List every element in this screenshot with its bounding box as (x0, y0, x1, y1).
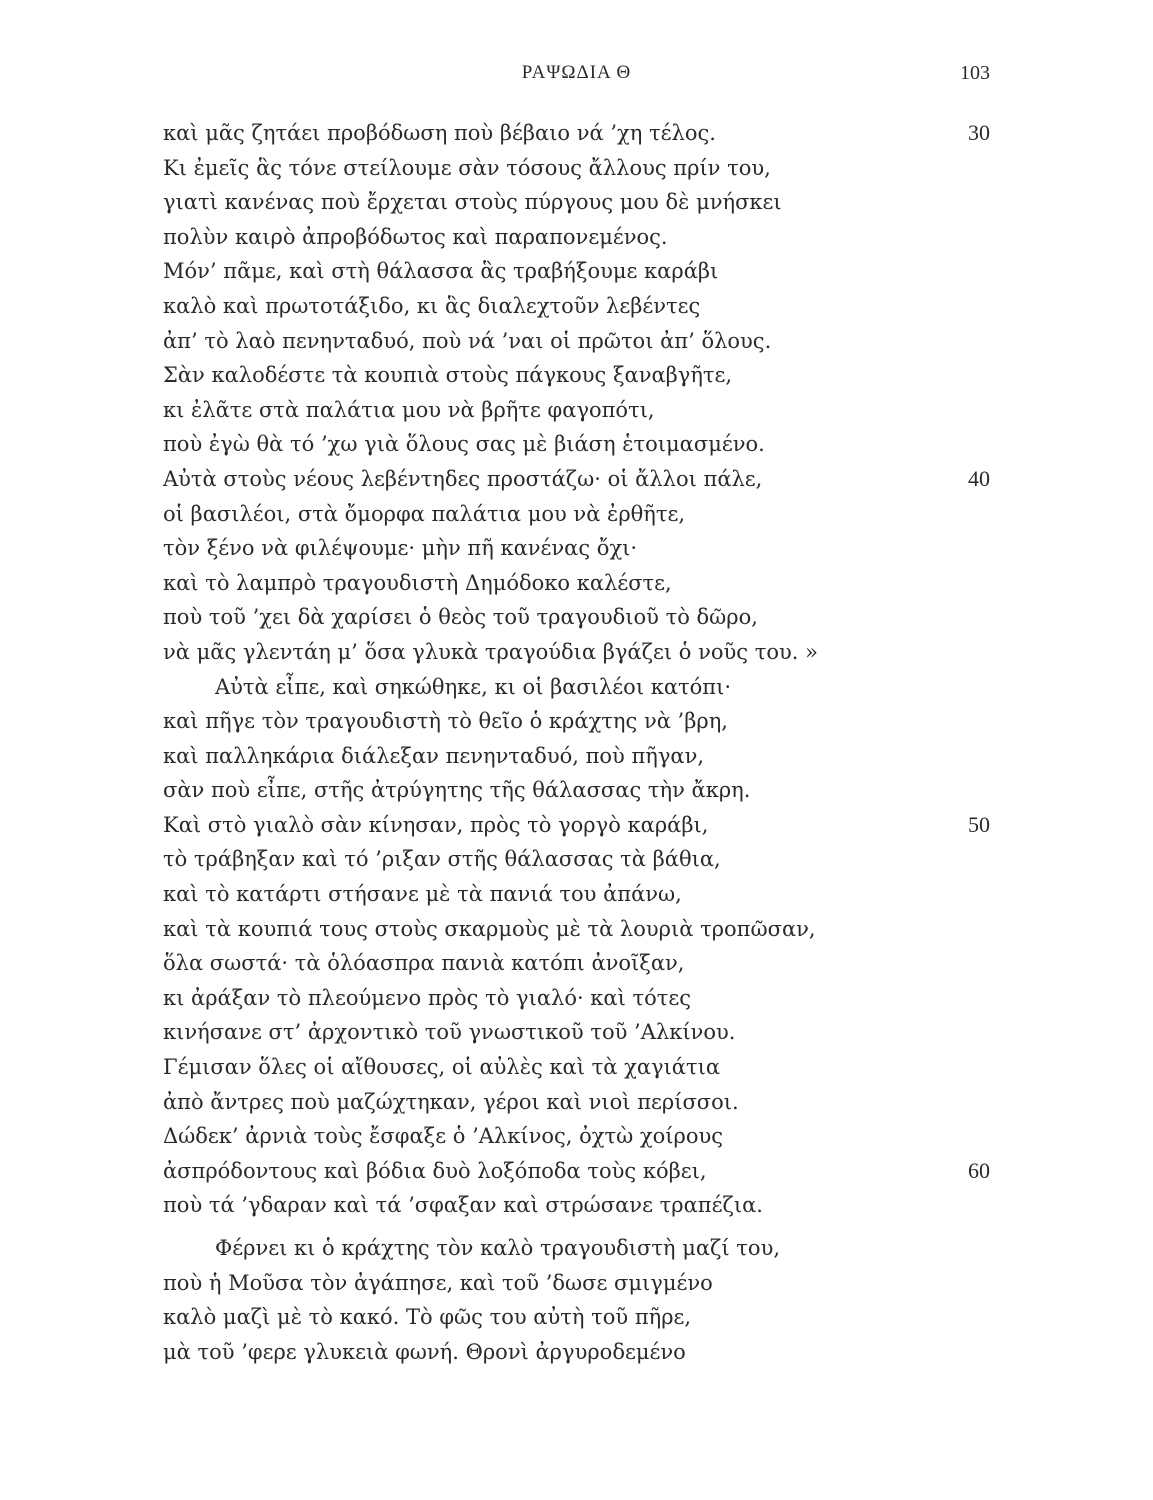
verse-line (163, 1188, 990, 1223)
verse-line-text: μὰ τοῦ ’φερε γλυκειὰ φωνή. Θρονὶ ἀργυροδεμένο (163, 1339, 686, 1364)
verse-line (163, 1085, 990, 1120)
verse-line (163, 635, 990, 670)
verse-line-text: πολὺν καιρὸ ἀπροβόδωτος καὶ παραπονεμένος. (163, 224, 668, 249)
verse-line-text: ἀπ’ τὸ λαὸ πενηνταδυό, ποὺ νά ’ναι οἱ πρῶτοι ἀπ’ ὅλους. (163, 328, 772, 353)
verse-line (163, 704, 990, 739)
verse-line-text: Κι ἐμεῖς ἃς τόνε στείλουμε σὰν τόσους ἄλλους πρίν του, (163, 155, 771, 180)
verse-line (163, 1266, 990, 1301)
line-number: 60 (968, 1157, 990, 1183)
verse-line (163, 981, 990, 1016)
line-number: 30 (968, 120, 990, 145)
verse-line-text: καὶ μᾶς ζητάει προβόδωση ποὺ βέβαιο νά ’χη τέλος. (163, 121, 716, 145)
verse-line (163, 1119, 990, 1154)
verse-line-text: κινήσανε στ’ ἀρχοντικὸ τοῦ γνωστικοῦ τοῦ ’Αλκίνου. (163, 1020, 736, 1045)
verse-line-text: σὰν ποὺ εἶπε, στῆς ἀτρύγητης τῆς θάλασσας τὴν ἄκρη. (163, 778, 751, 803)
verse-line (163, 151, 990, 186)
verse-line (163, 427, 990, 462)
verse-line (163, 773, 990, 808)
verse-line (163, 220, 990, 255)
page-header (0, 62, 1153, 90)
verse-line (163, 531, 990, 566)
verse-line (163, 842, 990, 877)
verse-line (163, 808, 990, 843)
verse-line-text: Μόν’ πᾶμε, καὶ στὴ θάλασσα ἃς τραβήξουμε καράβι (163, 259, 719, 284)
verse-line-text: νὰ μᾶς γλεντάη μ’ ὅσα γλυκὰ τραγούδια βγάζει ὁ νοῦς του. » (163, 639, 818, 664)
verse-line-text: καὶ παλληκάρια διάλεξαν πενηνταδυό, ποὺ πῆγαν, (163, 743, 705, 768)
verse-line-text: Δώδεκ’ ἀρνιὰ τοὺς ἔσφαξε ὁ ’Αλκίνος, ὀχτὼ χοίρους (163, 1124, 723, 1149)
verse-line-text: καὶ τὸ κατάρτι στήσανε μὲ τὰ πανιά του ἀπάνω, (163, 882, 682, 907)
verse-line (163, 946, 990, 981)
verse-line-text: ἀσπρόδοντους καὶ βόδια δυὸ λοξόποδα τοὺς κόβει, (163, 1158, 707, 1183)
verse-line-text: Αὐτὰ εἶπε, καὶ σηκώθηκε, κι οἱ βασιλέοι κατόπι· (215, 674, 732, 699)
verse-line-text: ποὺ τά ’γδαραν καὶ τά ’σφαξαν καὶ στρώσανε τραπέζια. (163, 1193, 763, 1218)
page-number: 103 (960, 62, 990, 84)
verse-line (163, 1231, 990, 1266)
verse-line-text: Σὰν καλοδέστε τὰ κουπιὰ στοὺς πάγκους ξαναβγῆτε, (163, 363, 733, 388)
verse-line (163, 912, 990, 947)
verse-line (163, 566, 990, 601)
verse-line (163, 600, 990, 635)
verse-line (163, 1335, 990, 1370)
verse-line (163, 1154, 990, 1189)
verse-line-text: γιατὶ κανένας ποὺ ἔρχεται στοὺς πύργους μου δὲ μνήσκει (163, 190, 782, 215)
verse-line (163, 324, 990, 359)
verse-line-text: καλὸ καὶ πρωτοτάξιδο, κι ἃς διαλεχτοῦν λεβέντες (163, 293, 701, 318)
verse-line-text: ποὺ τοῦ ’χει δὰ χαρίσει ὁ θεὸς τοῦ τραγουδιοῦ τὸ δῶρο, (163, 605, 758, 630)
verse-line-text: καὶ πῆγε τὸν τραγουδιστὴ τὸ θεῖο ὁ κράχτης νὰ ’βρη, (163, 709, 728, 734)
verse-line-text: τὸν ξένο νὰ φιλέψουμε· μὴν πῆ κανένας ὄχι· (163, 536, 638, 561)
verse-line (163, 1015, 990, 1050)
verse-line-text: Αὐτὰ στοὺς νέους λεβέντηδες προστάζω· οἱ ἄλλοι πάλε, (163, 466, 763, 491)
verse-line (163, 1300, 990, 1335)
verse-line-text: ποὺ ἐγὼ θὰ τό ’χω γιὰ ὅλους σας μὲ βιάση ἑτοιμασμένο. (163, 432, 765, 457)
verse-line (163, 254, 990, 289)
verse-line-text: κι ἐλᾶτε στὰ παλάτια μου νὰ βρῆτε φαγοπότι, (163, 397, 655, 422)
verse-line-text: Φέρνει κι ὁ κράχτης τὸν καλὸ τραγουδιστὴ μαζί του, (215, 1236, 781, 1260)
verse-line-text: κι ἀράξαν τὸ πλεούμενο πρὸς τὸ γιαλό· καὶ τότες (163, 985, 692, 1010)
verse-line (163, 393, 990, 428)
verse-line (163, 497, 990, 532)
line-number: 50 (968, 811, 990, 837)
verse-line-text: ποὺ ἡ Μοῦσα τὸν ἀγάπησε, καὶ τοῦ ’δωσε σμιγμένο (163, 1270, 713, 1295)
verse-line (163, 358, 990, 393)
verse-line-text: οἱ βασιλέοι, στὰ ὄμορφα παλάτια μου νὰ ἐρθῆτε, (163, 501, 686, 526)
verse-line (163, 1050, 990, 1085)
verse-line-text: καλὸ μαζὶ μὲ τὸ κακό. Τὸ φῶς του αὐτὴ τοῦ πῆρε, (163, 1305, 692, 1330)
verse-line-text: τὸ τράβηξαν καὶ τό ’ριξαν στῆς θάλασσας τὰ βάθια, (163, 847, 721, 872)
running-title: ΡΑΨΩΔΙΑ Θ (521, 62, 632, 83)
verse-line (163, 289, 990, 324)
line-number: 40 (968, 465, 990, 491)
verse-line (163, 116, 990, 151)
verse-line-text: ἀπὸ ἄντρες ποὺ μαζώχτηκαν, γέροι καὶ νιοὶ περίσσοι. (163, 1089, 739, 1114)
verse-line (163, 462, 990, 497)
verse-line (163, 877, 990, 912)
verse-line-text: Γέμισαν ὅλες οἱ αἴθουσες, οἱ αὐλὲς καὶ τὰ χαγιάτια (163, 1055, 721, 1080)
verse-line (163, 185, 990, 220)
verse-line-text: Καὶ στὸ γιαλὸ σὰν κίνησαν, πρὸς τὸ γοργὸ καράβι, (163, 812, 709, 837)
verse-line-text: καὶ τὸ λαμπρὸ τραγουδιστὴ Δημόδοκο καλέστε, (163, 570, 672, 595)
verse-line-text: καὶ τὰ κουπιά τους στοὺς σκαρμοὺς μὲ τὰ λουριὰ τροπῶσαν, (163, 916, 816, 941)
verse-line (163, 670, 990, 705)
verse-line-text: ὅλα σωστά· τὰ ὁλόασπρα πανιὰ κατόπι ἀνοῖξαν, (163, 951, 685, 976)
verse-line (163, 739, 990, 774)
poem-text (163, 116, 990, 1369)
